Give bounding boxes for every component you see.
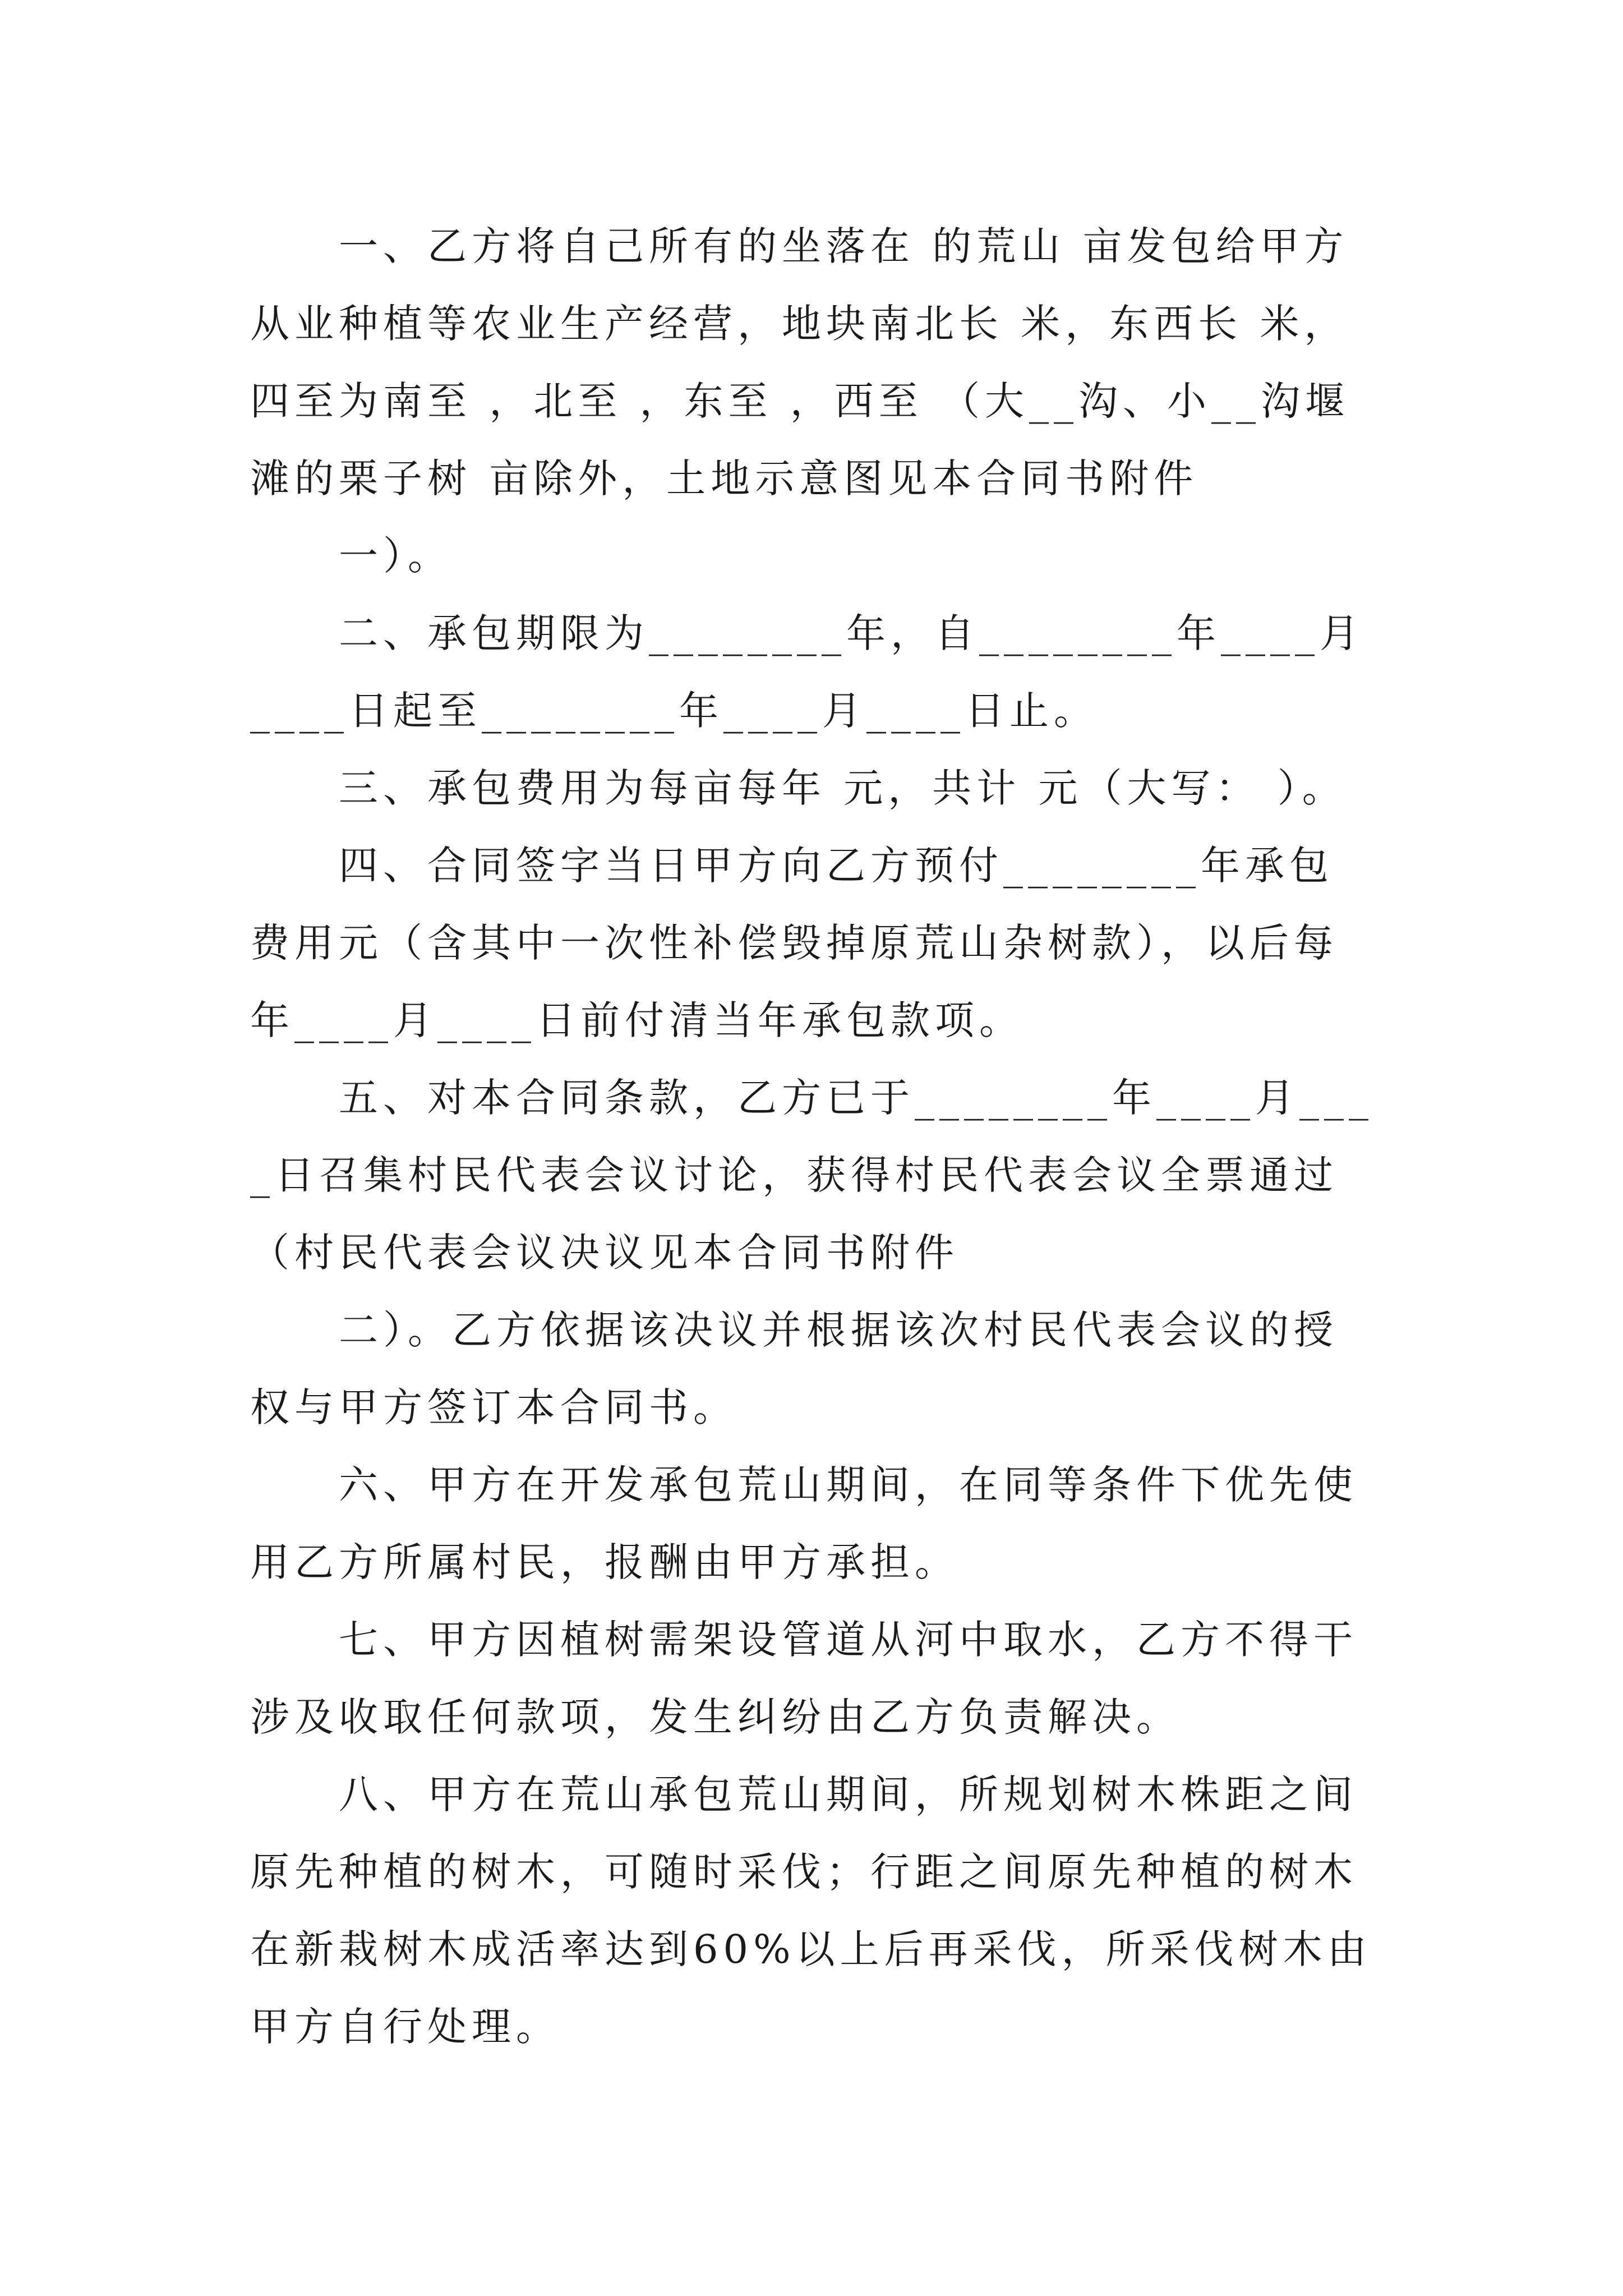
- contract-body: [250, 208, 1377, 2065]
- clause-8-paragraph: 八、甲方在荒山承包荒山期间，所规划树木株距之间原先种植的树木，可随时采伐；行距之间原先种植的树木在新栽树木成活率达到60%以上后再采伐，所采伐树木由甲方自行处理。: [250, 1772, 1372, 2050]
- clause-2-paragraph: 二、承包期限为________年，自________年____月____日起至________年____月____日止。: [250, 610, 1364, 734]
- clause-5-continuation: 二）。乙方依据该决议并根据该次村民代表会议的授权与甲方签订本合同书。: [250, 1307, 1338, 1430]
- clause-4-paragraph: 四、合同签字当日甲方向乙方预付________年承包费用元（含其中一次性补偿毁掉原荒山杂树款），以后每年____月____日前付清当年承包款项。: [250, 843, 1338, 1043]
- clause-3-paragraph: 三、承包费用为每亩每年 元，共计 元（大写： ）。: [339, 765, 1347, 811]
- clause-6-paragraph: 六、甲方在开发承包荒山期间，在同等条件下优先使用乙方所属村民，报酬由甲方承担。: [250, 1462, 1358, 1585]
- clause-7-paragraph: 七、甲方因植树需架设管道从河中取水，乙方不得干涉及收取任何款项，发生纠纷由乙方负责解决。: [250, 1617, 1358, 1740]
- clause-1-continuation: 一）。: [339, 533, 452, 579]
- clause-5-paragraph: 五、对本合同条款，乙方已于________年____月____日召集村民代表会议讨论，获得村民代表会议全票通过（村民代表会议决议见本合同书附件: [250, 1075, 1373, 1276]
- clause-1-paragraph: 一、乙方将自己所有的坐落在 的荒山 亩发包给甲方从业种植等农业生产经营，地块南北长 米，东西长 米，四至为南至 ，北至 ，东至 ，西至 （大__沟、小__沟堰滩的栗子树 亩除外，土地示意图见本合同书附件: [250, 223, 1350, 501]
